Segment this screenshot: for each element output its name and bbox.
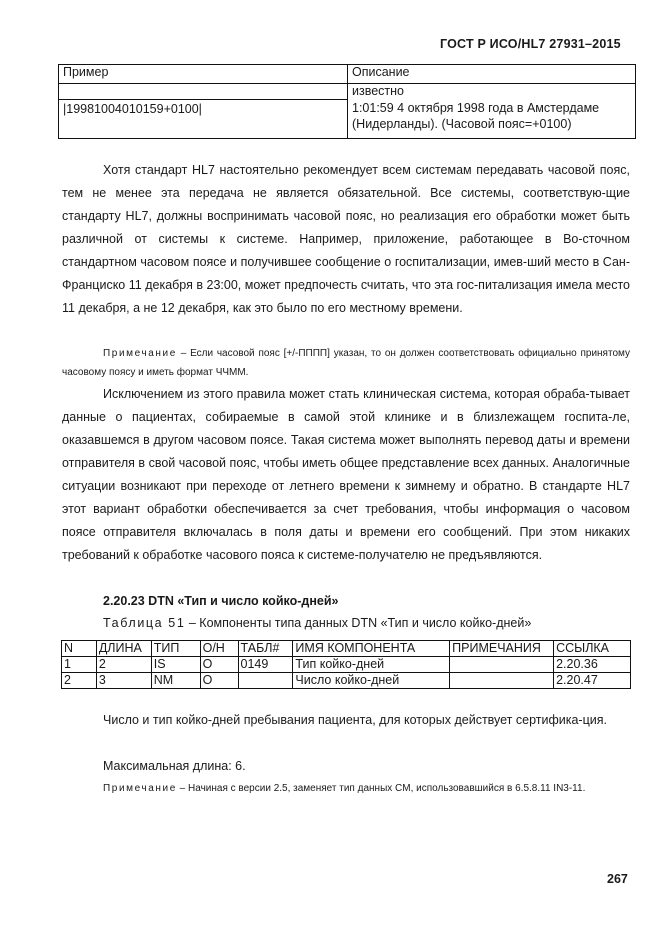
description-cell: известно: [348, 84, 636, 100]
page-number: 267: [607, 872, 628, 886]
table-header-row: [62, 641, 631, 657]
table-cell: NM: [151, 673, 200, 689]
table-caption-label: Таблица 51: [103, 616, 186, 630]
max-length-text: Максимальная длина: 6.: [103, 759, 246, 773]
document-header: ГОСТ Р ИСО/HL7 27931–2015: [440, 37, 621, 51]
table-cell: Число койко-дней: [293, 673, 450, 689]
table-cell: О: [200, 673, 238, 689]
table-row: [62, 657, 631, 673]
paragraph-certification: Число и тип койко-дней пребывания пациента, для которых действует сертифика-ция.: [103, 713, 607, 727]
table-cell: О: [200, 657, 238, 673]
section-title: 2.20.23 DTN «Тип и число койко-дней»: [103, 594, 339, 608]
table-cell: 0149: [238, 657, 293, 673]
note-version: [62, 780, 630, 799]
table-caption-text: – Компоненты типа данных DTN «Тип и число койко-дней»: [185, 616, 532, 630]
table-row: [62, 673, 631, 689]
table-caption: [103, 616, 531, 630]
description-cell: 1:01:59 4 октября 1998 года в Амстердаме (Нидерланды). (Часовой пояс=+0100): [348, 100, 636, 139]
table-cell: [450, 657, 554, 673]
table-cell: 1: [62, 657, 97, 673]
description-column-header: Описание: [348, 65, 636, 84]
table-cell: IS: [151, 657, 200, 673]
note-text: – Если часовой пояс [+/-ПППП] указан, то он должен соответствовать официально принятому часовому поясу и иметь формат ЧЧММ.: [62, 348, 630, 378]
note-label: Примечание: [103, 348, 177, 359]
table-cell: 2.20.47: [554, 673, 631, 689]
example-cell: |19981004010159+0100|: [59, 100, 348, 139]
header-cell: ТАБЛ#: [238, 641, 293, 657]
note-label: Примечание: [103, 783, 177, 794]
example-column-header: Пример: [59, 65, 348, 84]
table-cell: 2.20.36: [554, 657, 631, 673]
example-cell-empty: [59, 84, 348, 100]
example-table: [58, 64, 636, 139]
note-timezone-format: [62, 345, 630, 382]
table-cell: Тип койко-дней: [293, 657, 450, 673]
table-cell: 3: [96, 673, 151, 689]
table-cell: 2: [96, 657, 151, 673]
header-cell: N: [62, 641, 97, 657]
table-cell: 2: [62, 673, 97, 689]
header-cell: ПРИМЕЧАНИЯ: [450, 641, 554, 657]
table-cell: [238, 673, 293, 689]
components-table: [61, 640, 631, 689]
paragraph-timezone: Хотя стандарт HL7 настоятельно рекомендует всем системам передавать часовой пояс, тем не менее эта передача не является обязательной. Все системы, соответствую-щие стандарту HL7, должны воспринимать часовой пояс, но реализация его обработки может быть различной от системы к системе. Например, приложение, работающее в Во-сточном стандартном часовом поясе и получившее сообщение о госпитализации, имев-ший место в Сан-Франциско 11 декабря в 23:00, может предпочесть считать, что эта гос-питализация имела место 11 декабря, а не 12 декабря, как это было по его местному времени.: [62, 163, 630, 315]
header-cell: О/Н: [200, 641, 238, 657]
note-text: – Начиная с версии 2.5, заменяет тип данных CM, использовавшийся в 6.5.8.11 IN3-11.: [176, 783, 586, 794]
header-cell: ДЛИНА: [96, 641, 151, 657]
table-cell: [450, 673, 554, 689]
header-cell: ИМЯ КОМПОНЕНТА: [293, 641, 450, 657]
paragraph-exception: Исключением из этого правила может стать клиническая система, которая обраба-тывает данные о пациентах, собираемые в самой этой клинике и в близлежащем госпита-ле, оказавшемся в другом часовом поясе. Такая система может выполнять перевод даты и времени отправителя в свой часовой пояс, чтобы иметь общее представление всех данных. Аналогичные ситуации возникают при переходе от летнего времени к зимнему и обратно. В стандарте HL7 этот вариант обработки обеспечивается за счет требования, чтобы информация о часовом поясе отправителя включалась в поля даты и времени его сообщений. При этом никаких требований к обработке часового пояса к системе-получателю не предъявляются.: [62, 387, 630, 562]
header-cell: ТИП: [151, 641, 200, 657]
header-cell: ССЫЛКА: [554, 641, 631, 657]
